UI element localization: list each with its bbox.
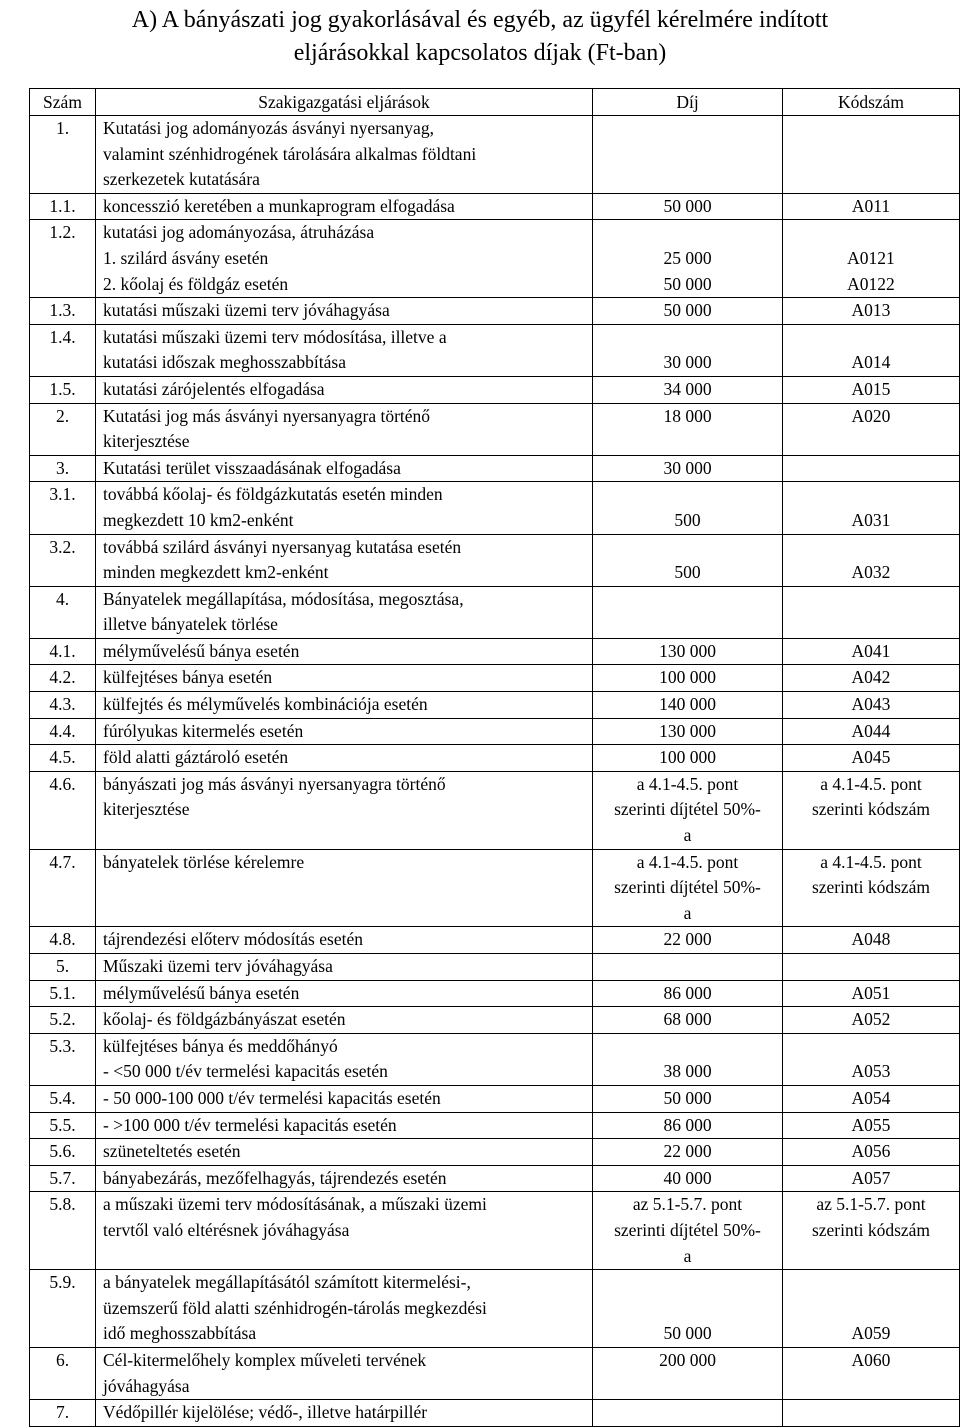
row-number: 3. <box>30 455 96 482</box>
row-description <box>96 771 593 849</box>
table-row <box>30 376 960 403</box>
row-number: 5.8. <box>30 1192 96 1270</box>
row-code-line: A052 <box>851 1009 891 1030</box>
row-description <box>96 324 593 376</box>
row-fee <box>593 1007 783 1034</box>
row-fee-line: a <box>683 1245 692 1266</box>
table-row <box>30 1085 960 1112</box>
row-code-line: A051 <box>851 982 891 1003</box>
row-description <box>96 298 593 325</box>
row-fee <box>593 849 783 927</box>
row-fee-line: 18 000 <box>663 405 712 426</box>
row-number: 5.3. <box>30 1033 96 1085</box>
row-code-line: A045 <box>851 747 891 768</box>
row-code <box>783 403 960 455</box>
row-fee <box>593 403 783 455</box>
row-code-line <box>783 535 959 561</box>
row-fee <box>593 220 783 298</box>
row-description-line: tájrendezési előterv módosítás esetén <box>103 929 363 950</box>
row-description-line: 2. kőolaj és földgáz esetén <box>103 273 289 294</box>
row-description-line: megkezdett 10 km2-enként <box>103 509 294 530</box>
row-description <box>96 692 593 719</box>
row-description <box>96 116 593 194</box>
row-number: 5.9. <box>30 1270 96 1348</box>
row-fee-line: 200 000 <box>659 1349 716 1370</box>
row-number: 4.5. <box>30 745 96 772</box>
row-number: 4. <box>30 586 96 638</box>
table-row <box>30 1165 960 1192</box>
row-fee-line: 100 000 <box>659 747 716 768</box>
table-row <box>30 298 960 325</box>
row-code-line <box>783 482 959 508</box>
row-fee-line: 22 000 <box>663 1141 712 1162</box>
row-number: 2. <box>30 403 96 455</box>
row-number: 5.5. <box>30 1112 96 1139</box>
row-description-line: továbbá kőolaj- és földgázkutatás esetén minden <box>103 484 443 505</box>
row-number: 1.2. <box>30 220 96 298</box>
row-fee <box>593 324 783 376</box>
row-description <box>96 665 593 692</box>
table-row <box>30 534 960 586</box>
table-row <box>30 482 960 534</box>
row-code-line: A013 <box>851 300 891 321</box>
row-description-line: kőolaj- és földgázbányászat esetén <box>103 1009 346 1030</box>
row-code-line: A043 <box>851 694 891 715</box>
row-code <box>783 692 960 719</box>
table-row <box>30 745 960 772</box>
row-fee <box>593 116 783 194</box>
table-row <box>30 1270 960 1348</box>
row-number: 4.4. <box>30 718 96 745</box>
row-fee <box>593 1085 783 1112</box>
row-code-line: A031 <box>851 509 891 530</box>
row-fee-line <box>593 220 782 246</box>
row-number: 4.8. <box>30 927 96 954</box>
table-row <box>30 1007 960 1034</box>
row-code-line: A057 <box>851 1167 891 1188</box>
row-code-line: A048 <box>851 929 891 950</box>
row-description <box>96 220 593 298</box>
row-description-line: a bányatelek megállapításától számított kitermelési-, <box>103 1272 471 1293</box>
row-description <box>96 1033 593 1085</box>
page-title <box>0 4 960 70</box>
row-fee-line: 86 000 <box>663 982 712 1003</box>
row-fee-line: 40 000 <box>663 1167 712 1188</box>
row-code-line <box>783 220 959 246</box>
row-code-line <box>783 1270 959 1296</box>
row-description-line: a műszaki üzemi terv módosításának, a műszaki üzemi <box>103 1194 487 1215</box>
row-code <box>783 534 960 586</box>
row-description-line: - <50 000 t/év termelési kapacitás esetén <box>103 1061 388 1082</box>
row-description-line: bányabezárás, mezőfelhagyás, tájrendezés esetén <box>103 1167 447 1188</box>
row-code-line <box>783 1034 959 1060</box>
table-row <box>30 771 960 849</box>
row-code <box>783 324 960 376</box>
row-fee <box>593 1400 783 1427</box>
row-fee-line: 86 000 <box>663 1114 712 1135</box>
row-fee-line: 25 000 <box>663 247 712 268</box>
row-code-line: A055 <box>851 1114 891 1135</box>
table-row <box>30 1139 960 1166</box>
row-fee <box>593 1192 783 1270</box>
table-header-row <box>30 89 960 116</box>
row-description-line: tervtől való eltérésnek jóváhagyása <box>103 1219 350 1240</box>
row-fee-line: 30 000 <box>663 457 712 478</box>
row-code-line: szerinti kódszám <box>811 1219 931 1240</box>
row-number: 1.5. <box>30 376 96 403</box>
row-number: 3.1. <box>30 482 96 534</box>
row-fee-line: 22 000 <box>663 929 712 950</box>
row-number: 5.1. <box>30 980 96 1007</box>
row-number: 7. <box>30 1400 96 1427</box>
row-code-line <box>783 325 959 351</box>
table-row <box>30 692 960 719</box>
row-description <box>96 718 593 745</box>
row-description-line: Műszaki üzemi terv jóváhagyása <box>103 956 333 976</box>
row-description-line: kutatási műszaki üzemi terv módosítása, illetve a <box>103 326 447 347</box>
row-code <box>783 1400 960 1427</box>
row-code-line: A020 <box>851 405 891 426</box>
row-fee <box>593 298 783 325</box>
row-code-line: A044 <box>851 720 891 741</box>
row-fee <box>593 638 783 665</box>
row-code <box>783 954 960 981</box>
row-code-line: A0122 <box>847 273 895 294</box>
row-code <box>783 745 960 772</box>
row-fee-line: 68 000 <box>663 1009 712 1030</box>
row-code <box>783 1347 960 1399</box>
table-row <box>30 1400 960 1427</box>
row-number: 1.1. <box>30 193 96 220</box>
row-code <box>783 1112 960 1139</box>
row-fee <box>593 745 783 772</box>
row-fee-line: 130 000 <box>659 640 716 661</box>
row-code-line: a 4.1-4.5. pont <box>820 773 922 794</box>
table-row <box>30 1192 960 1270</box>
row-description-line: külfejtéses bánya és meddőhányó <box>103 1035 338 1056</box>
row-fee-line <box>593 482 782 508</box>
row-number: 5.2. <box>30 1007 96 1034</box>
page-title-line-2: eljárásokkal kapcsolatos díjak (Ft-ban) <box>293 40 667 66</box>
row-description <box>96 1192 593 1270</box>
row-fee-line <box>593 1270 782 1296</box>
row-description <box>96 638 593 665</box>
row-code <box>783 1270 960 1348</box>
row-code-line: A042 <box>851 667 891 688</box>
row-code-line: szerinti kódszám <box>811 799 931 820</box>
row-fee-line: 50 000 <box>663 1087 712 1108</box>
row-description <box>96 1112 593 1139</box>
row-fee-line: 30 000 <box>663 352 712 373</box>
table-row <box>30 193 960 220</box>
row-description-line: szüneteltetés esetén <box>103 1141 241 1162</box>
row-fee-line: a 4.1-4.5. pont <box>636 851 739 872</box>
row-fee-line: szerinti díjtétel 50%- <box>614 799 761 820</box>
row-fee <box>593 1165 783 1192</box>
row-fee <box>593 771 783 849</box>
row-description <box>96 1165 593 1192</box>
table-row <box>30 1347 960 1399</box>
row-fee-line: 100 000 <box>659 667 716 688</box>
row-fee <box>593 482 783 534</box>
row-description <box>96 1085 593 1112</box>
row-fee-line: szerinti díjtétel 50%- <box>614 877 761 898</box>
row-code <box>783 771 960 849</box>
row-code <box>783 298 960 325</box>
row-fee <box>593 1033 783 1085</box>
row-description-line: - >100 000 t/év termelési kapacitás esetén <box>103 1114 397 1135</box>
row-description <box>96 980 593 1007</box>
row-description <box>96 534 593 586</box>
row-fee <box>593 692 783 719</box>
row-description-line: külfejtés és mélyművelés kombinációja esetén <box>103 694 428 715</box>
page-title-line-1: A) A bányászati jog gyakorlásával és egyéb, az ügyfél kérelmére indított <box>131 7 829 33</box>
row-description-line: bányászati jog más ásványi nyersanyagra történő <box>103 773 446 794</box>
row-description-line: kutatási időszak meghosszabbítása <box>103 352 346 373</box>
row-fee-line: 38 000 <box>663 1061 712 1082</box>
row-code <box>783 1192 960 1270</box>
row-number: 4.6. <box>30 771 96 849</box>
row-fee-line: a 4.1-4.5. pont <box>636 773 739 794</box>
row-number: 1.3. <box>30 298 96 325</box>
table-row <box>30 220 960 298</box>
row-code <box>783 1007 960 1034</box>
row-fee <box>593 954 783 981</box>
row-number: 4.7. <box>30 849 96 927</box>
row-fee <box>593 455 783 482</box>
row-fee-line: 34 000 <box>663 378 712 399</box>
table-row <box>30 980 960 1007</box>
row-fee <box>593 718 783 745</box>
row-description <box>96 1270 593 1348</box>
row-description-line: szerkezetek kutatására <box>103 169 260 190</box>
row-description <box>96 954 593 981</box>
table-row <box>30 324 960 376</box>
table-row <box>30 116 960 194</box>
row-code-line: A032 <box>851 562 891 583</box>
row-fee-line <box>593 1296 782 1322</box>
row-fee-line: 500 <box>674 562 701 583</box>
row-code-line <box>783 1296 959 1322</box>
row-code-line: A054 <box>851 1087 891 1108</box>
row-number: 5. <box>30 954 96 981</box>
row-description-line: valamint szénhidrogének tárolására alkalmas földtani <box>103 143 477 164</box>
row-number: 3.2. <box>30 534 96 586</box>
table-row <box>30 665 960 692</box>
row-description-line: minden megkezdett km2-enként <box>103 562 329 583</box>
row-code <box>783 586 960 638</box>
row-description-line: jóváhagyása <box>103 1375 190 1396</box>
row-fee-line: a <box>683 825 692 846</box>
row-description-line: koncesszió keretében a munkaprogram elfogadása <box>103 195 455 216</box>
row-code <box>783 482 960 534</box>
table-row <box>30 927 960 954</box>
table-row <box>30 1033 960 1085</box>
row-description <box>96 1007 593 1034</box>
row-description-line: Kutatási jog adományozás ásványi nyersanyag, <box>103 118 434 138</box>
table-row <box>30 586 960 638</box>
row-number: 1. <box>30 116 96 194</box>
row-code <box>783 638 960 665</box>
header-num: Szám <box>30 89 96 116</box>
row-description <box>96 927 593 954</box>
row-fee <box>593 665 783 692</box>
row-code <box>783 116 960 194</box>
row-code-line: A060 <box>851 1349 891 1370</box>
row-description-line: Bányatelek megállapítása, módosítása, megosztása, <box>103 588 464 609</box>
row-description <box>96 745 593 772</box>
table-row <box>30 403 960 455</box>
row-number: 4.1. <box>30 638 96 665</box>
table-row <box>30 849 960 927</box>
row-description <box>96 1347 593 1399</box>
row-code-line: az 5.1-5.7. pont <box>816 1194 926 1215</box>
row-description-line: idő meghosszabbítása <box>103 1323 257 1344</box>
table-row <box>30 1112 960 1139</box>
fee-table <box>29 88 960 1427</box>
row-code-line: A053 <box>851 1061 891 1082</box>
row-code <box>783 455 960 482</box>
row-code <box>783 718 960 745</box>
row-description <box>96 403 593 455</box>
row-description-line: föld alatti gáztároló esetén <box>103 747 289 768</box>
row-fee <box>593 534 783 586</box>
row-description-line: mélyművelésű bánya esetén <box>103 640 300 661</box>
row-fee-line <box>593 1034 782 1060</box>
row-number: 1.4. <box>30 324 96 376</box>
row-number: 6. <box>30 1347 96 1399</box>
row-fee-line: 50 000 <box>663 1323 712 1344</box>
row-description-line: külfejtéses bánya esetén <box>103 667 273 688</box>
row-code-line: A056 <box>851 1141 891 1162</box>
row-fee-line: az 5.1-5.7. pont <box>632 1194 743 1215</box>
row-number: 5.6. <box>30 1139 96 1166</box>
row-fee-line: 130 000 <box>659 720 716 741</box>
row-description <box>96 376 593 403</box>
row-code-line: A041 <box>851 640 891 661</box>
row-description-line: üzemszerű föld alatti szénhidrogén-tárolás megkezdési <box>103 1297 487 1318</box>
row-description-line: Védőpillér kijelölése; védő-, illetve határpillér <box>103 1402 428 1423</box>
row-code-line: A014 <box>851 352 891 373</box>
row-number: 4.3. <box>30 692 96 719</box>
row-description-line: kiterjesztése <box>103 431 190 452</box>
row-number: 5.7. <box>30 1165 96 1192</box>
row-code <box>783 1085 960 1112</box>
row-fee-line: 140 000 <box>659 694 716 715</box>
row-description-line: bányatelek törlése kérelemre <box>103 851 305 872</box>
row-code <box>783 665 960 692</box>
row-description-line: kiterjesztése <box>103 799 190 820</box>
header-code: Kódszám <box>783 89 960 116</box>
row-description-line: kutatási műszaki üzemi terv jóváhagyása <box>103 300 390 321</box>
row-description-line: Kutatási jog más ásványi nyersanyagra történő <box>103 405 431 426</box>
row-fee-line: 50 000 <box>663 300 712 321</box>
row-description-line: továbbá szilárd ásványi nyersanyag kutatása esetén <box>103 536 462 557</box>
row-fee <box>593 927 783 954</box>
row-description-line: Cél-kitermelőhely komplex műveleti tervének <box>103 1349 427 1370</box>
row-code <box>783 980 960 1007</box>
row-description-line: illetve bányatelek törlése <box>103 614 278 635</box>
row-number: 5.4. <box>30 1085 96 1112</box>
row-description <box>96 455 593 482</box>
row-code-line: szerinti kódszám <box>811 877 931 898</box>
row-fee-line: 50 000 <box>663 195 712 216</box>
table-row <box>30 954 960 981</box>
row-fee <box>593 1112 783 1139</box>
row-fee-line <box>593 325 782 351</box>
header-desc: Szakigazgatási eljárások <box>96 89 593 116</box>
row-number: 4.2. <box>30 665 96 692</box>
row-code-line: A011 <box>851 195 891 216</box>
row-description-line: - 50 000-100 000 t/év termelési kapacitás esetén <box>103 1087 441 1108</box>
row-description-line: mélyművelésű bánya esetén <box>103 982 300 1003</box>
row-description <box>96 193 593 220</box>
row-fee-line: a <box>683 902 692 923</box>
row-fee <box>593 586 783 638</box>
header-fee: Díj <box>593 89 783 116</box>
row-description <box>96 586 593 638</box>
row-code-line: A015 <box>851 378 891 399</box>
row-fee <box>593 1347 783 1399</box>
row-code <box>783 220 960 298</box>
row-fee <box>593 980 783 1007</box>
row-code <box>783 849 960 927</box>
row-description <box>96 1400 593 1427</box>
table-row <box>30 718 960 745</box>
row-code-line: A0121 <box>847 247 895 268</box>
table-row <box>30 638 960 665</box>
row-fee-line <box>593 535 782 561</box>
row-fee <box>593 1270 783 1348</box>
row-fee-line: szerinti díjtétel 50%- <box>614 1219 761 1240</box>
row-description-line: kutatási jog adományozása, átruházása <box>103 222 375 243</box>
row-code <box>783 1139 960 1166</box>
row-description-line: kutatási zárójelentés elfogadása <box>103 378 325 399</box>
row-fee-line: 50 000 <box>663 273 712 294</box>
row-code <box>783 193 960 220</box>
row-description <box>96 482 593 534</box>
row-code <box>783 1165 960 1192</box>
row-fee <box>593 1139 783 1166</box>
row-code <box>783 376 960 403</box>
row-code <box>783 1033 960 1085</box>
table-body <box>30 116 960 1427</box>
row-code-line: a 4.1-4.5. pont <box>820 851 922 872</box>
row-description <box>96 1139 593 1166</box>
row-fee <box>593 376 783 403</box>
table-row <box>30 455 960 482</box>
row-description <box>96 849 593 927</box>
row-code-line: A059 <box>851 1323 891 1344</box>
row-description-line: 1. szilárd ásvány esetén <box>103 247 269 268</box>
row-description-line: Kutatási terület visszaadásának elfogadása <box>103 457 401 478</box>
row-code <box>783 927 960 954</box>
row-fee-line: 500 <box>674 509 701 530</box>
row-fee <box>593 193 783 220</box>
row-description-line: fúrólyukas kitermelés esetén <box>103 720 304 741</box>
